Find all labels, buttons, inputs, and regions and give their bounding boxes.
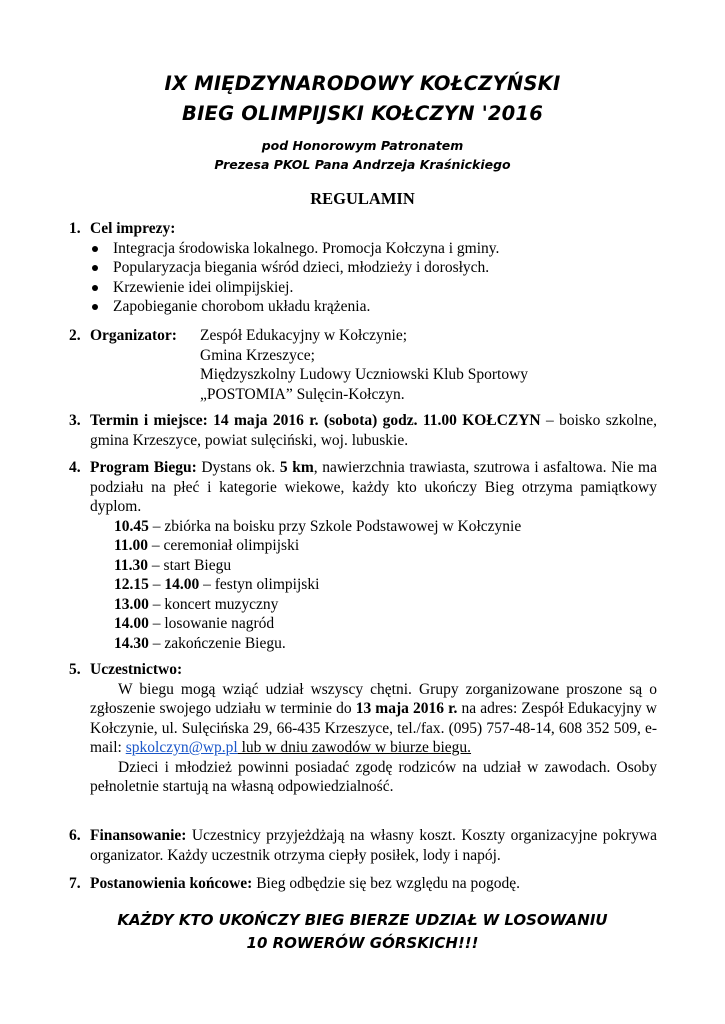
section-goal [69,219,657,317]
section-number: 5. [69,661,81,678]
schedule-list [114,517,657,654]
schedule-text: – zbiórka na boisku przy Szkole Podstawowej w Kołczynie [148,517,522,535]
event-title-line2: BIEG OLIMPIJSKI KOŁCZYN '2016 [182,102,543,125]
registration-deadline: 13 maja 2016 r. [355,700,458,717]
section-text [90,874,657,894]
section-date-place [69,411,657,450]
list-item-text: Popularyzacja biegania wśród dzieci, młodzieży i dorosłych. [113,259,490,276]
list-item [90,239,657,259]
schedule-item [114,536,657,556]
section-participation [69,660,657,797]
schedule-time: 13.00 [114,595,149,613]
section-number: 7. [69,875,81,892]
section-text [90,458,657,517]
list-item-text: Integracja środowiska lokalnego. Promocja Kołczyna i gminy. [113,239,500,257]
section-heading: Uczestnictwo: [90,661,183,678]
section-heading: Termin i miejsce: 14 maja 2016 r. (sobota) godz. 11.00 KOŁCZYN [90,412,541,429]
bullet-icon [92,246,98,252]
section-text-rest: – boisko szkolne, gmina Krzeszyce, powiat sulęciński, woj. lubuskie. [90,412,657,449]
email-link[interactable]: spkolczyn@wp.pl [125,739,238,756]
section-number: 3. [69,412,81,429]
schedule-item [114,575,657,595]
list-item [90,278,657,298]
section-text-rest: Bieg odbędzie się bez względu na pogodę. [252,875,521,892]
schedule-text: – start Biegu [148,556,232,574]
list-item-text: Zapobieganie chorobom układu krążenia. [113,298,371,315]
section-organizer [69,326,657,404]
schedule-item [114,614,657,634]
section-final-provisions [69,874,657,894]
schedule-time: 11.00 [114,537,149,554]
section-number: 1. [69,220,81,237]
schedule-separator: – [148,576,165,593]
paragraph-text: W biegu mogą wziąć udział wszyscy chętni. Grupy zorganizowane proszone są o zgłoszenie swojego udziału w terminie do [90,680,657,717]
schedule-time: 14.00 [164,576,200,593]
schedule-text: – losowanie nagród [148,615,275,632]
schedule-text: – koncert muzyczny [148,595,279,613]
section-text-rest: Uczestnicy przyjeżdżają na własny koszt. Koszty organizacyjne pokrywa organizator. Każdy uczestnik otrzyma ciepły posiłek, lody i napój. [90,827,657,864]
organizer-line: „POSTOMIA” Sulęcin-Kołczyn. [200,385,405,403]
schedule-time: 12.15 [114,576,149,593]
schedule-time: 11.30 [114,556,149,574]
schedule-item [114,556,657,576]
organizer-list [200,326,528,404]
section-heading: Program Biegu: [90,459,197,476]
section-program [69,458,657,653]
footer-line2: 10 ROWERÓW GÓRSKICH!!! [246,934,479,952]
bullet-icon [92,265,98,271]
bullet-icon [92,304,98,310]
section-heading: Cel imprezy: [90,220,176,237]
regulamin-heading: REGULAMIN [310,189,415,208]
section-number: 6. [69,827,81,844]
paragraph-text: lub w dniu zawodów w biurze biegu. [237,739,472,756]
section-number: 4. [69,459,81,476]
list-item [90,258,657,278]
bullet-icon [92,285,98,291]
organizer-line: Zespół Edukacyjny w Kołczynie; [200,327,408,344]
patronage-line1: pod Honorowym Patronatem [261,138,464,153]
section-financing [69,826,657,865]
participation-paragraph [90,680,657,758]
paragraph-text: na adres: Zespół Edukacyjny w Kołczynie, ul. Sulęcińska 29, 66-435 Krzeszyce, tel./fax. (095) 757-48-14, 608 352 509, e-mail: [90,700,658,756]
distance-value: 5 km [279,459,314,476]
footer-line1: KAŻDY KTO UKOŃCZY BIEG BIERZE UDZIAŁ W LOSOWANIU [117,911,608,929]
patronage-line2: Prezesa PKOL Pana Andrzeja Kraśnickiego [214,157,511,172]
schedule-time: 14.30 [114,634,149,652]
schedule-text: – zakończenie Biegu. [148,634,286,652]
schedule-item [114,517,657,537]
organizer-line: Międzyszkolny Ludowy Uczniowski Klub Sportowy [200,366,529,383]
schedule-time: 10.45 [114,517,149,535]
event-title-line1: IX MIĘDZYNARODOWY KOŁCZYŃSKI [164,72,561,95]
schedule-time: 14.00 [114,615,149,632]
schedule-text: – ceremoniał olimpijski [148,537,300,554]
consent-paragraph: Dzieci i młodzież powinni posiadać zgodę rodziców na udział w zawodach. Osoby pełnoletnie startują na własną odpowiedzialność. [90,758,657,795]
section-text [90,411,657,450]
section-heading: Organizator: [90,327,177,344]
organizer-line: Gmina Krzeszyce; [200,346,315,364]
section-text-part: , nawierzchnia trawiasta, szutrowa i asfaltowa. Nie ma podziału na płeć i kategorie wiekowe, każdy kto ukończy Bieg otrzyma pamiątkowy dyplom. [90,459,657,515]
section-text [90,826,657,865]
goal-list [90,239,657,317]
schedule-text: – festyn olimpijski [199,576,320,593]
list-item [90,297,657,317]
section-text-part: Dystans ok. [196,459,280,476]
schedule-item [114,595,657,615]
section-number: 2. [69,327,81,344]
schedule-item [114,634,657,654]
section-heading: Finansowanie: [90,827,187,844]
section-heading: Postanowienia końcowe: [90,875,253,892]
list-item-text: Krzewienie idei olimpijskiej. [113,278,294,296]
